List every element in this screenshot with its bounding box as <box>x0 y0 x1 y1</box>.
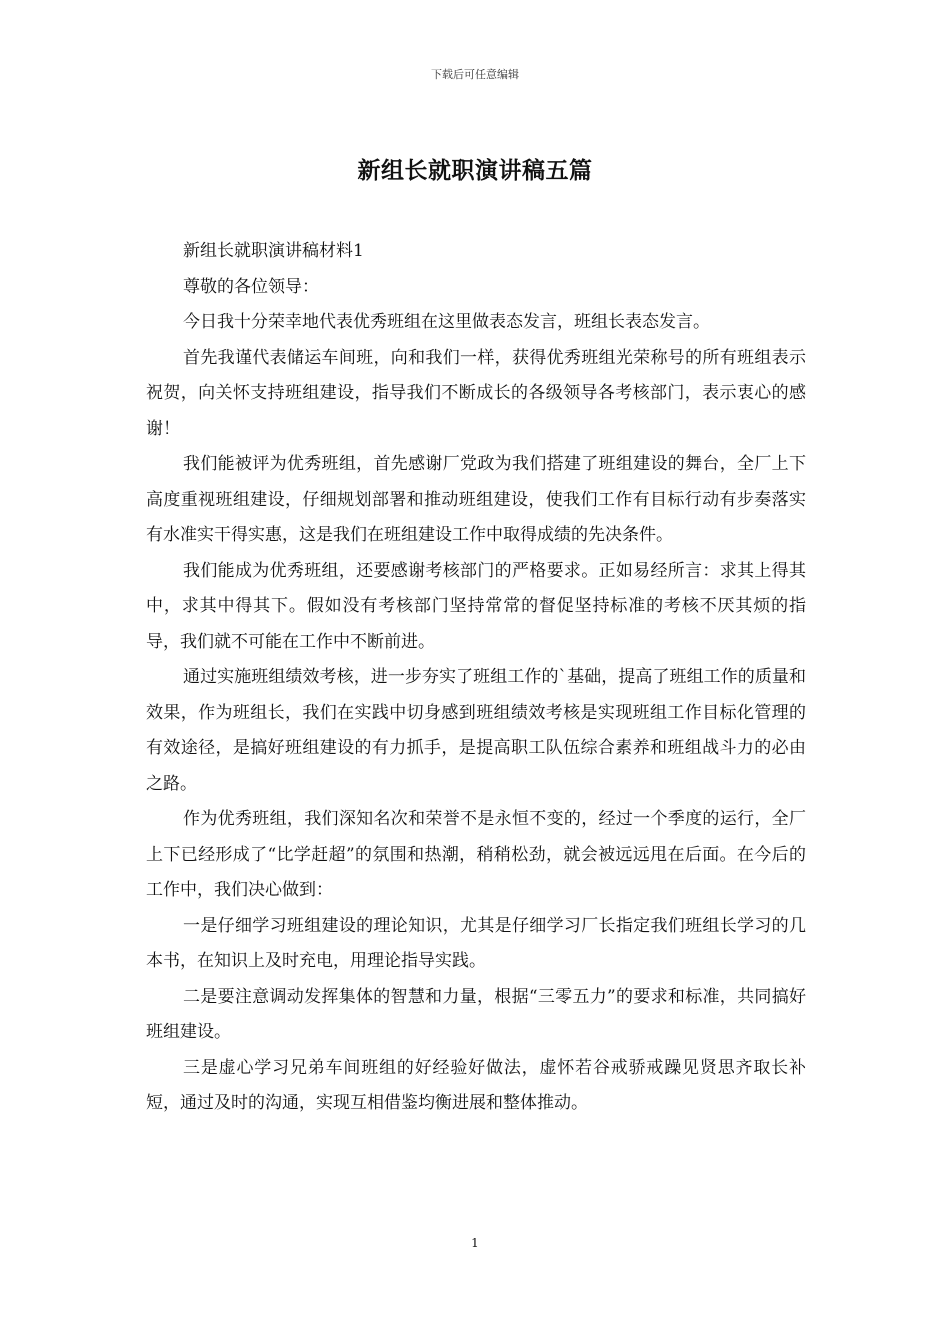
page-number: 1 <box>471 1236 479 1250</box>
paragraph: 作为优秀班组，我们深知名次和荣誉不是永恒不变的，经过一个季度的运行，全厂上下已经形成了“比学赶超”的氛围和热潮，稍稍松劲，就会被远远甩在后面。在今后的工作中，我们决心做到： <box>146 809 806 900</box>
paragraph: 我们能被评为优秀班组，首先感谢厂党政为我们搭建了班组建设的舞台，全厂上下高度重视班组建设，仔细规划部署和推动班组建设，使我们工作有目标行动有步奏落实有水准实干得实惠，这是我们在班组建设工作中取得成绩的先决条件。 <box>146 454 806 545</box>
paragraph: 首先我谨代表储运车间班，向和我们一样，获得优秀班组光荣称号的所有班组表示祝贺，向关怀支持班组建设，指导我们不断成长的各级领导各考核部门，表示衷心的感谢！ <box>146 347 806 439</box>
salutation: 尊敬的各位领导： <box>183 276 319 297</box>
paragraph: 通过实施班组绩效考核，进一步夯实了班组工作的`基础，提高了班组工作的质量和效果，作为班组长，我们在实践中切身感到班组绩效考核是实现班组工作目标化管理的有效途径，是搞好班组建设的有力抓手，是提高职工队伍综合素养和班组战斗力的必由之路。 <box>146 667 806 794</box>
section-heading: 新组长就职演讲稿材料1 <box>183 241 364 261</box>
paragraph: 三是虚心学习兄弟车间班组的好经验好做法，虚怀若谷戒骄戒躁见贤思齐取长补短，通过及时的沟通，实现互相借鉴均衡进展和整体推动。 <box>146 1057 806 1113</box>
document-title: 新组长就职演讲稿五篇 <box>357 157 593 184</box>
paragraph: 二是要注意调动发挥集体的智慧和力量，根据“三零五力”的要求和标准，共同搞好班组建设。 <box>146 986 806 1042</box>
paragraph: 今日我十分荣幸地代表优秀班组在这里做表态发言，班组长表态发言。 <box>183 312 710 332</box>
paragraph: 我们能成为优秀班组，还要感谢考核部门的严格要求。正如易经所言：求其上得其中，求其中得其下。假如没有考核部门坚持常常的督促坚持标准的考核不厌其烦的指导，我们就不可能在工作中不断前进。 <box>146 560 806 652</box>
header-note: 下载后可任意编辑 <box>431 68 519 81</box>
document-body <box>146 234 806 1122</box>
paragraph: 一是仔细学习班组建设的理论知识，尤其是仔细学习厂长指定我们班组长学习的几本书，在知识上及时充电，用理论指导实践。 <box>146 915 806 971</box>
